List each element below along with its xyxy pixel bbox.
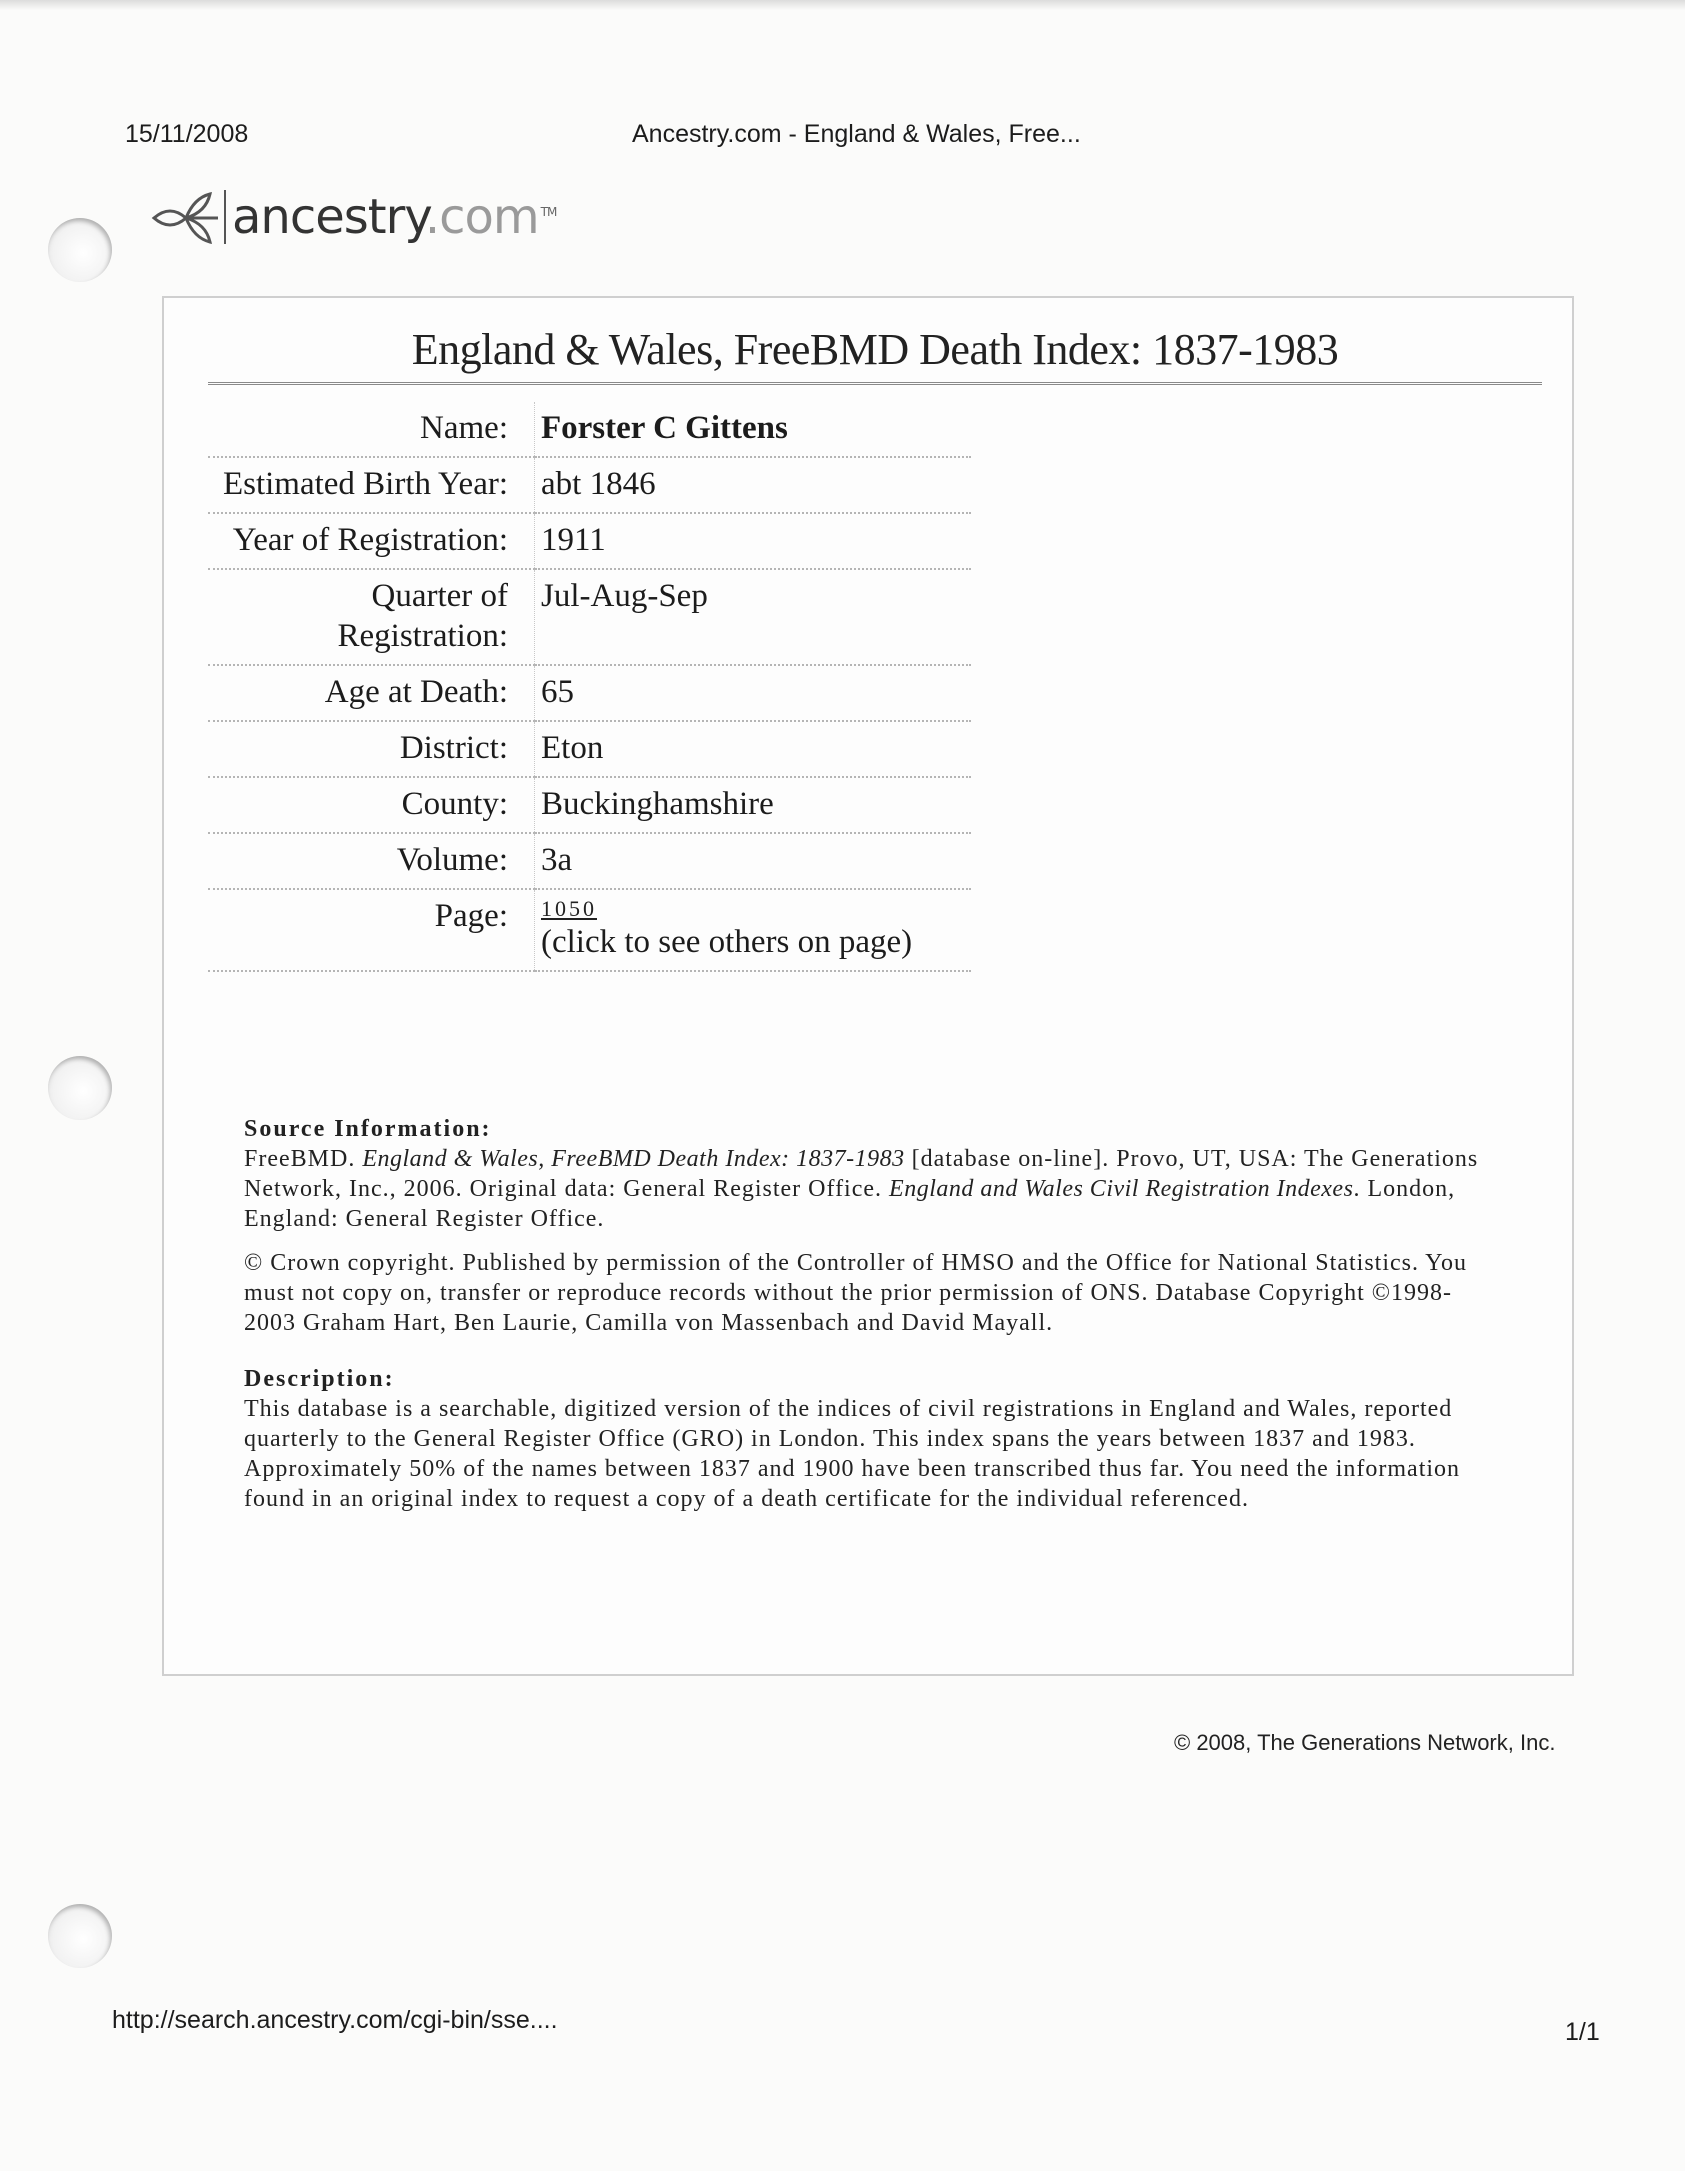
table-row bbox=[208, 833, 971, 889]
leaf-logo-icon bbox=[150, 188, 222, 246]
print-page-number: 1/1 bbox=[1565, 2018, 1600, 2046]
field-label: District: bbox=[208, 721, 535, 777]
field-value-age: 65 bbox=[535, 665, 972, 721]
ancestry-logo[interactable] bbox=[150, 188, 556, 246]
table-row bbox=[208, 457, 971, 513]
table-row bbox=[208, 402, 971, 457]
field-value-quarter: Jul-Aug-Sep bbox=[535, 569, 972, 665]
record-title: England & Wales, FreeBMD Death Index: 1837-1983 bbox=[411, 325, 1339, 374]
field-value-district: Eton bbox=[535, 721, 972, 777]
field-value-volume: 3a bbox=[535, 833, 972, 889]
field-label: Quarter of Registration: bbox=[208, 569, 535, 665]
field-label: Name: bbox=[208, 402, 535, 457]
logo-word: ancestry bbox=[232, 189, 425, 245]
logo-wordmark bbox=[232, 189, 556, 245]
field-label: County: bbox=[208, 777, 535, 833]
citation-text: . London, England: General Register Office. bbox=[244, 1176, 1456, 1232]
field-value-page bbox=[535, 889, 972, 971]
table-row bbox=[208, 665, 971, 721]
logo-divider bbox=[224, 190, 226, 244]
field-label: Volume: bbox=[208, 833, 535, 889]
page-number-link[interactable]: 1050 bbox=[541, 896, 597, 921]
punch-hole bbox=[48, 1056, 112, 1120]
logo-trademark: TM bbox=[540, 205, 557, 219]
citation-text: FreeBMD. bbox=[244, 1146, 363, 1172]
description-heading: Description: bbox=[244, 1366, 395, 1392]
field-value-birth-year: abt 1846 bbox=[535, 457, 972, 513]
field-value-registration-year: 1911 bbox=[535, 513, 972, 569]
table-row bbox=[208, 569, 971, 665]
source-citation bbox=[244, 1144, 1494, 1234]
print-url: http://search.ancestry.com/cgi-bin/sse.... bbox=[112, 2006, 558, 2034]
source-heading: Source Information: bbox=[244, 1116, 492, 1142]
punch-hole bbox=[48, 1904, 112, 1968]
description-text: This database is a searchable, digitized version of the indices of civil registrations in England and Wales, reported quarterly to the General Register Office (GRO) in London. This index spans the years between 1837 and 1983. Approximately 50% of the names between 1837 and 1900 have been transcribed thus far. You need the information found in an original index to request a copy of a death certificate for the individual referenced. bbox=[244, 1396, 1461, 1512]
record-table bbox=[208, 402, 971, 972]
footer-copyright: © 2008, The Generations Network, Inc. bbox=[1174, 1730, 1556, 1755]
citation-database-title: England & Wales, FreeBMD Death Index: 1837-1983 bbox=[362, 1146, 905, 1172]
table-row bbox=[208, 513, 971, 569]
scan-shadow bbox=[0, 0, 1685, 10]
title-divider bbox=[208, 382, 1542, 385]
table-row bbox=[208, 777, 971, 833]
field-label: Page: bbox=[208, 889, 535, 971]
punch-hole bbox=[48, 218, 112, 282]
field-label: Year of Registration: bbox=[208, 513, 535, 569]
citation-original-title: England and Wales Civil Registration Indexes bbox=[889, 1176, 1354, 1202]
field-label: Estimated Birth Year: bbox=[208, 457, 535, 513]
table-row bbox=[208, 721, 971, 777]
table-row bbox=[208, 889, 971, 971]
source-section bbox=[244, 1114, 1494, 1528]
page-note: (click to see others on page) bbox=[541, 924, 913, 960]
copyright-notice: © Crown copyright. Published by permission of the Controller of HMSO and the Office for National Statistics. You must not copy on, transfer or reproduce records without the prior permission of ONS. Database Copyright ©1998-2003 Graham Hart, Ben Laurie, Camilla von Massenbach and David Mayall. bbox=[244, 1250, 1468, 1336]
logo-suffix: .com bbox=[424, 189, 539, 245]
field-value-name: Forster C Gittens bbox=[535, 402, 972, 457]
print-date: 15/11/2008 bbox=[125, 120, 249, 148]
field-label: Age at Death: bbox=[208, 665, 535, 721]
field-value-county: Buckinghamshire bbox=[535, 777, 972, 833]
record-panel bbox=[162, 296, 1574, 1676]
print-page-title: Ancestry.com - England & Wales, Free... bbox=[632, 120, 1081, 148]
citation-text: [database on-line]. Provo, UT, USA: The Generations Network, Inc., 2006. Original data: General Register Office. bbox=[244, 1146, 1479, 1202]
